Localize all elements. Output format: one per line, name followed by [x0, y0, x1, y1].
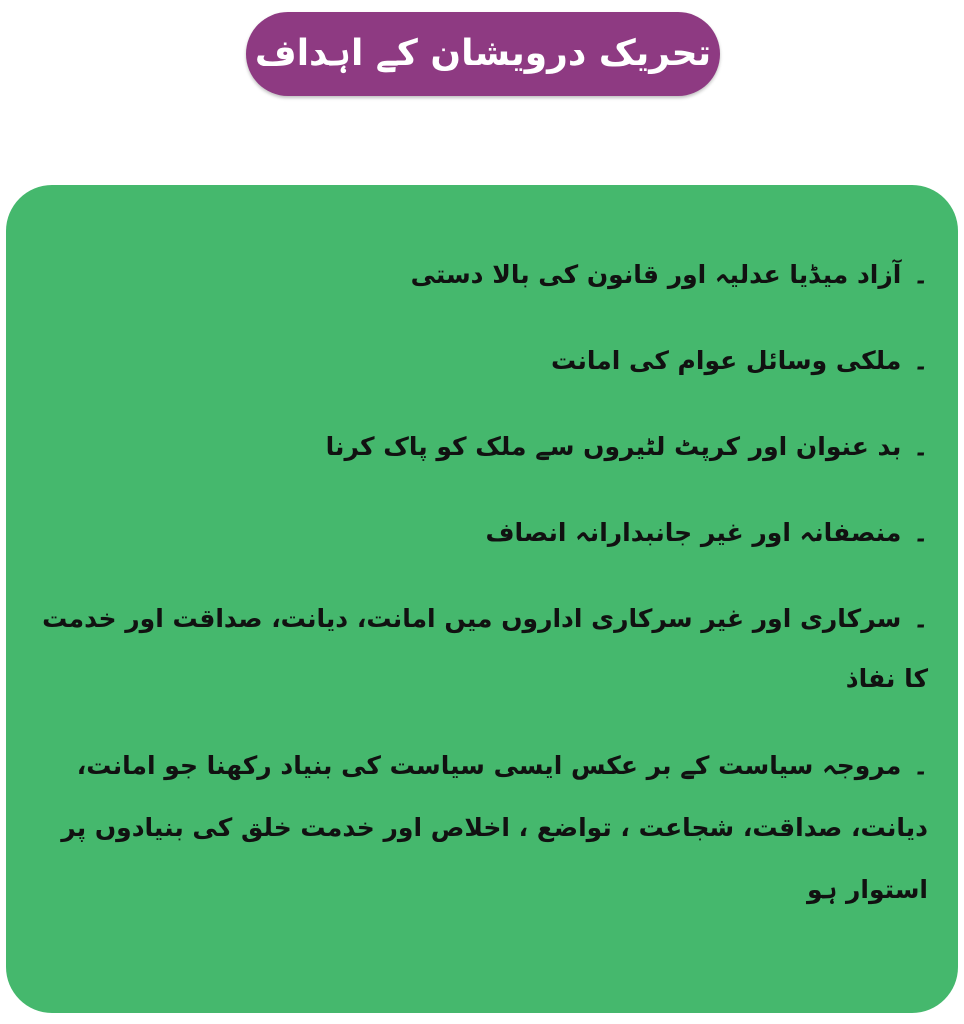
goals-list	[40, 245, 928, 947]
goal-text: ملکی وسائل عوام کی امانت	[551, 346, 902, 375]
bullet-dash: ۔	[913, 260, 928, 289]
bullet-dash: ۔	[913, 518, 928, 547]
title-banner	[246, 12, 720, 96]
goal-text: مروجہ سیاست کے بر عکس ایسی سیاست کی بنیاد رکھنا جو امانت، دیانت، صداقت، شجاعت ، تواضع ، اخلاص اور خدمت خلق کی بنیادوں پر استوار ہو	[61, 751, 928, 904]
goal-text: منصفانہ اور غیر جانبدارانہ انصاف	[485, 518, 902, 547]
list-item	[40, 735, 928, 921]
list-item	[40, 417, 928, 477]
goal-text: بد عنوان اور کرپٹ لٹیروں سے ملک کو پاک کرنا	[325, 432, 902, 461]
goal-text: آزاد میڈیا عدلیہ اور قانون کی بالا دستی	[410, 260, 902, 289]
list-item	[40, 503, 928, 563]
list-item	[40, 589, 928, 709]
goals-card	[6, 185, 958, 1013]
list-item	[40, 245, 928, 305]
bullet-dash: ۔	[913, 432, 928, 461]
bullet-dash: ۔	[913, 751, 928, 780]
list-item	[40, 331, 928, 391]
bullet-dash: ۔	[913, 346, 928, 375]
bullet-dash: ۔	[913, 604, 928, 633]
page-title: تحریک درویشان کے اہداف	[254, 33, 712, 74]
goal-text: سرکاری اور غیر سرکاری اداروں میں امانت، دیانت، صداقت اور خدمت کا نفاذ	[42, 604, 928, 693]
